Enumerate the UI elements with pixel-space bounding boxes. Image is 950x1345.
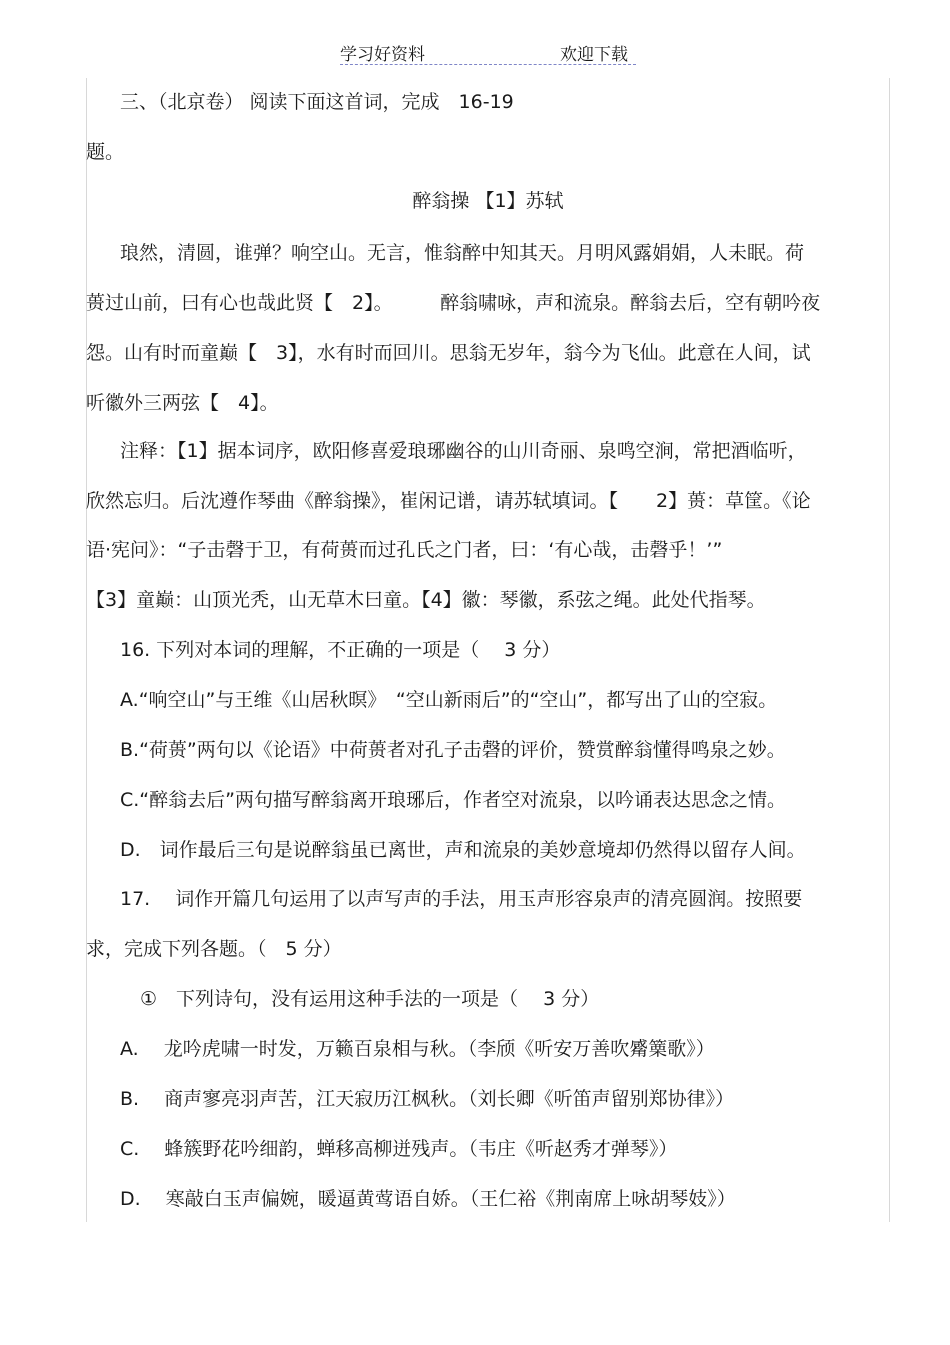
question-16-option-a: A.“响空山”与王维《山居秋暝》 “空山新雨后”的“空山”，都写出了山的空寂。: [120, 689, 778, 711]
question-17-option-a: A. 龙吟虎啸一时发，万籁百泉相与秋。（李颀《听安万善吹觱篥歌》）: [120, 1038, 715, 1060]
question-17-option-d: D. 寒敲白玉声偏婉，暖逼黄莺语自娇。（王仁裕《荆南席上咏胡琴妓》）: [120, 1188, 736, 1210]
header-dashed-line: [340, 64, 636, 65]
question-17-stem-line-2: 求，完成下列各题。（ 5 分）: [86, 938, 342, 960]
note-line: 【3】童巅：山顶光秃，山无草木曰童。【4】徽：琴徽，系弦之绳。此处代指琴。: [86, 589, 766, 611]
section-heading-line-1: 三、（北京卷） 阅读下面这首词，完成 16-19: [120, 91, 514, 113]
question-16-option-d: D. 词作最后三句是说醉翁虽已离世，声和流泉的美妙意境却仍然得以留存人间。: [120, 839, 806, 861]
page-header: [0, 40, 950, 66]
question-17-stem-line-1: 17. 词作开篇几句运用了以声写声的手法，用玉声形容泉声的清亮圆润。按照要: [120, 888, 803, 910]
poem-title: 醉翁操 【1】苏轼: [412, 190, 564, 212]
header-right-text: 欢迎下载: [560, 45, 628, 65]
section-heading-line-2: 题。: [86, 141, 125, 163]
note-line: 欣然忘归。后沈遵作琴曲《醉翁操》，崔闲记谱，请苏轼填词。【 2】蒉：草筐。《论: [86, 490, 811, 512]
poem-line: 蒉过山前，曰有心也哉此贤【 2】。 醉翁啸咏，声和流泉。醉翁去后，空有朝吟夜: [86, 292, 821, 314]
question-16-option-c: C.“醉翁去后”两句描写醉翁离开琅琊后，作者空对流泉，以吟诵表达思念之情。: [120, 789, 786, 811]
question-17-subquestion: ① 下列诗句，没有运用这种手法的一项是（ 3 分）: [140, 988, 600, 1010]
question-17-option-c: C. 蜂簇野花吟细韵，蝉移高柳迸残声。（韦庄《听赵秀才弹琴》）: [120, 1138, 678, 1160]
poem-line: 怨。山有时而童巅【 3】，水有时而回川。思翁无岁年，翁今为飞仙。此意在人间，试: [86, 342, 811, 364]
note-line: 语·宪问》：“子击磬于卫，有荷蒉而过孔氏之门者，曰：‘有心哉，击磬乎！’”: [86, 539, 723, 561]
page-frame-right: [889, 78, 890, 1222]
poem-line: 听徽外三两弦【 4】。: [86, 392, 279, 414]
poem-line: 琅然，清圆，谁弹？响空山。无言，惟翁醉中知其天。月明风露娟娟，人未眠。荷: [120, 242, 805, 264]
note-line: 注释：【1】据本词序，欧阳修喜爱琅琊幽谷的山川奇丽、泉鸣空涧，常把酒临听，: [120, 440, 807, 462]
page-frame-left: [86, 78, 87, 1222]
question-17-option-b: B. 商声寥亮羽声苦，江天寂历江枫秋。（刘长卿《听笛声留别郑协律》）: [120, 1088, 735, 1110]
question-16-option-b: B.“荷蒉”两句以《论语》中荷蒉者对孔子击磬的评价，赞赏醉翁懂得鸣泉之妙。: [120, 739, 786, 761]
question-16-stem: 16. 下列对本词的理解，不正确的一项是（ 3 分）: [120, 639, 561, 661]
header-left-text: 学习好资料: [340, 45, 425, 65]
